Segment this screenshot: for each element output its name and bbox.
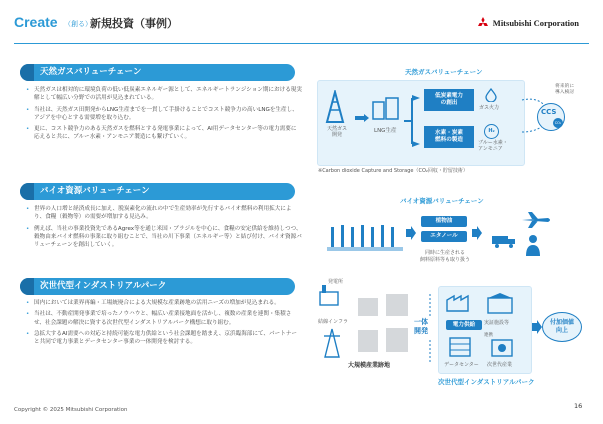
bullet-list-natural-gas bbox=[26, 86, 302, 145]
lng-label: LNG生産 bbox=[374, 128, 397, 134]
header-rule bbox=[14, 43, 589, 44]
transmission-tower-icon bbox=[322, 328, 342, 358]
airplane-icon bbox=[520, 211, 552, 229]
branch-arrows bbox=[402, 86, 424, 156]
gas-thermal-label: ガス火力 bbox=[479, 105, 500, 111]
power-supply-box: 電力供給 bbox=[446, 320, 482, 330]
industrial-site-label: 大規模産業跡地 bbox=[348, 362, 391, 369]
title-create: Create bbox=[14, 14, 58, 30]
facility-label: 実証施設等 bbox=[484, 320, 510, 326]
page-title: 新規投資（事例） bbox=[90, 17, 178, 30]
nextgen-industry-label: 次世代産業 bbox=[487, 362, 513, 368]
low-carbon-power-box: 低炭素電力 の創出 bbox=[424, 89, 474, 111]
list-item: • 急拡大するAI需要への対応と持続可能な電力供給という社会課題を踏まえ、京浜臨海部にて、パートナーと共同で電力事業とデータセンター事業の一体開発を検討する。 bbox=[26, 330, 302, 347]
industrial-site-icon bbox=[356, 290, 412, 356]
dashed-connector bbox=[426, 292, 434, 364]
title-sub: （創る） bbox=[64, 20, 92, 28]
future-consider-label: 将来的に 導入検討 bbox=[555, 84, 575, 95]
nextgen-industry-icon bbox=[490, 336, 514, 358]
feed-caption: 同時に生産される 飼料原料等も取り扱う bbox=[419, 250, 470, 263]
h2-icon: H₂ bbox=[484, 124, 499, 139]
diagram-title-industrial-park: 次世代型インダストリアルパーク bbox=[438, 378, 535, 386]
ccs-footnote: ※Carbon dioxide Capture and Storage（CO₂回収・貯留技術） bbox=[318, 168, 468, 174]
value-add-circle: 付加価値 向上 bbox=[542, 312, 582, 342]
arrow-right-icon bbox=[406, 226, 416, 240]
hydrogen-fuel-box: 水素・炭素 燃料の製造 bbox=[424, 126, 474, 148]
list-item: • 国内においては業界再編・工場統廃合による大規模な産業跡地の活用ニーズの増加が見込まれる。 bbox=[26, 299, 302, 307]
brand-name: Mitsubishi Corporation bbox=[492, 17, 579, 28]
list-item: • 当社は、天然ガス田開発からLNG生産までを一貫して手掛けることでコスト競争力の高いLNGを生産し、アジアを中心とする需要増を取り込む。 bbox=[26, 106, 302, 123]
integrated-dev-label: 一体 開発 bbox=[414, 318, 428, 335]
factory-icon bbox=[446, 292, 474, 312]
page-number: 16 bbox=[574, 402, 583, 410]
datacenter-icon bbox=[446, 336, 474, 358]
list-item: • 更に、コスト競争力のある天然ガスを燃料とする発電事業によって、AI用データセンター等の電力需要に応えると共に、ブルー水素・アンモニア製造にも繋げていく。 bbox=[26, 125, 302, 142]
gas-field-label: 天然ガス 開発 bbox=[326, 126, 347, 138]
arrow-right-icon bbox=[472, 226, 482, 240]
brand bbox=[477, 17, 579, 28]
vegetable-oil-box: 植物油 bbox=[421, 216, 467, 227]
power-plant-icon bbox=[318, 284, 340, 306]
arrow-right-icon bbox=[355, 114, 369, 122]
facility-icon bbox=[486, 292, 514, 314]
bullet-list-bio bbox=[26, 205, 302, 252]
ccs-label: CCS bbox=[541, 108, 557, 116]
list-item: • 例えば、当社の事業投資先であるAgrex等を通じ米国・ブラジルを中心に、食糧の安定供給を維持しつつ、穀物由来バイオ燃料の事業に取り組むことで、当社の川下事業（エネルギー等）と結び付け、バイオ資源バリューチェーンを創出していく。 bbox=[26, 225, 302, 250]
list-item: • 天然ガスは相対的に環境負荷の低い低炭素エネルギー源として、エネルギートランジション期における現実解として幅広い分野での活用が見込まれている。 bbox=[26, 86, 302, 103]
truck-icon bbox=[491, 234, 517, 248]
arrow-right-icon bbox=[532, 320, 542, 334]
list-item: • 当社は、不動産開発事業で培ったノウハウと、幅広い産業接地面を活かし、複数の産業を連関・集積させ、社会課題の解決に資する次世代型インダストリアルパーク構想に取り組む。 bbox=[26, 310, 302, 327]
section-heading-natural-gas: 天然ガスバリューチェーン bbox=[20, 64, 295, 81]
bullet-list-industrial-park bbox=[26, 299, 302, 349]
power-plant-label: 発電所 bbox=[328, 279, 344, 285]
crops-icon bbox=[327, 221, 403, 251]
lng-plant-icon bbox=[372, 96, 400, 120]
collab-label: 連携 bbox=[484, 333, 493, 338]
co2-badge: CO₂ bbox=[553, 118, 563, 128]
copyright: Copyright © 2025 Mitsubishi Corporation bbox=[14, 407, 128, 413]
list-item: • 世界の人口増と経済成長に加え、脱炭素化の流れの中で生産効率が先行するバイオ燃料の利用拡大により、食糧（穀物等）の需要が増加する見込み。 bbox=[26, 205, 302, 222]
section-heading-bio: バイオ資源バリューチェーン bbox=[20, 183, 295, 200]
datacenter-label: データセンター bbox=[444, 362, 479, 368]
section-heading-industrial-park: 次世代型インダストリアルパーク bbox=[20, 278, 295, 295]
gas-rig-icon bbox=[323, 90, 347, 124]
blue-hydrogen-label: ブルー水素・ アンモニア bbox=[478, 140, 508, 152]
diagram-title-natural-gas: 天然ガスバリューチェーン bbox=[405, 68, 483, 76]
person-icon bbox=[525, 234, 541, 256]
diagram-title-bio: バイオ資源バリューチェーン bbox=[400, 197, 484, 205]
three-diamonds-logo bbox=[477, 17, 489, 28]
gas-thermal-icon bbox=[484, 88, 498, 102]
ethanol-box: エタノール bbox=[421, 231, 467, 242]
infra-label: 結線インフラ bbox=[318, 319, 349, 325]
